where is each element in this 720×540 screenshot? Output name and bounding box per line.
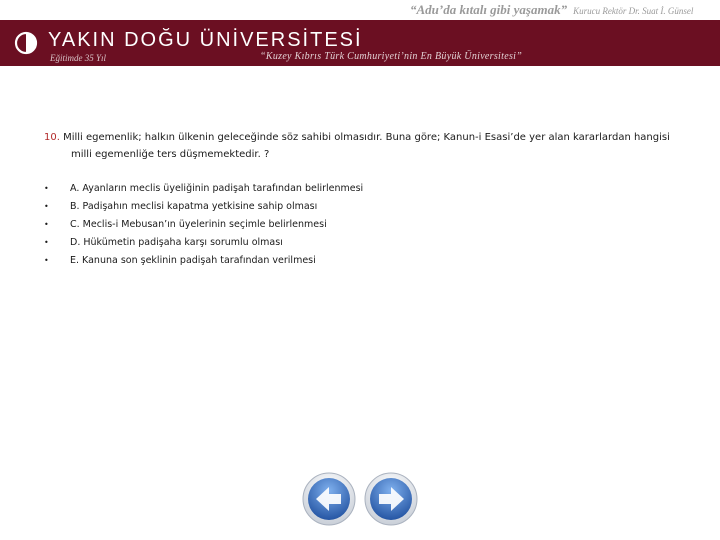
option-label: D. Hükümetin padişaha karşı sorumlu olması — [70, 237, 283, 248]
option-b[interactable] — [44, 198, 363, 216]
previous-button[interactable] — [302, 472, 356, 526]
option-e[interactable] — [44, 252, 363, 270]
top-strip — [0, 0, 720, 20]
question-line-1: Milli egemenlik; halkın ülkenin geleceğinde söz sahibi olmasıdır. Buna göre; Kanun-i Esasi’de yer alan kararlardan hangisi — [63, 132, 670, 143]
answer-options — [44, 180, 363, 270]
university-name: YAKIN DOĞU ÜNİVERSİTESİ — [48, 29, 363, 51]
option-d[interactable] — [44, 234, 363, 252]
option-label: A. Ayanların meclis üyeliğinin padişah tarafından belirlenmesi — [70, 183, 364, 194]
option-label: C. Meclis-i Mebusan’ın üyelerinin seçimle belirlenmesi — [70, 219, 327, 230]
option-a[interactable] — [44, 180, 363, 198]
option-label: B. Padişahın meclisi kapatma yetkisine sahip olması — [70, 201, 318, 212]
bullet-icon: • — [44, 238, 49, 247]
bullet-icon: • — [44, 220, 49, 229]
established-caption: Eğitimde 35 Yıl — [50, 53, 106, 63]
university-logo-icon — [14, 31, 38, 55]
option-label: E. Kanuna son şeklinin padişah tarafından verilmesi — [70, 255, 316, 266]
university-slogan: “Kuzey Kıbrıs Türk Cumhuriyeti’nin En Büyük Üniversitesi” — [260, 51, 523, 62]
bullet-icon: • — [44, 202, 49, 211]
question-line-2: milli egemenliğe ters düşmemektedir. ? — [71, 149, 270, 160]
university-header — [0, 20, 720, 66]
motto-author: Kurucu Rektör Dr. Suat İ. Günsel — [573, 6, 694, 16]
motto-text: “Adu’da kıtalı gibi yaşamak” — [410, 2, 568, 17]
question-text — [44, 129, 680, 163]
university-motto — [410, 2, 693, 18]
bullet-icon: • — [44, 184, 49, 193]
question-number: 10. — [44, 132, 60, 143]
bullet-icon: • — [44, 256, 49, 265]
right-arrow-icon — [364, 472, 418, 526]
option-c[interactable] — [44, 216, 363, 234]
next-button[interactable] — [364, 472, 418, 526]
left-arrow-icon — [302, 472, 356, 526]
